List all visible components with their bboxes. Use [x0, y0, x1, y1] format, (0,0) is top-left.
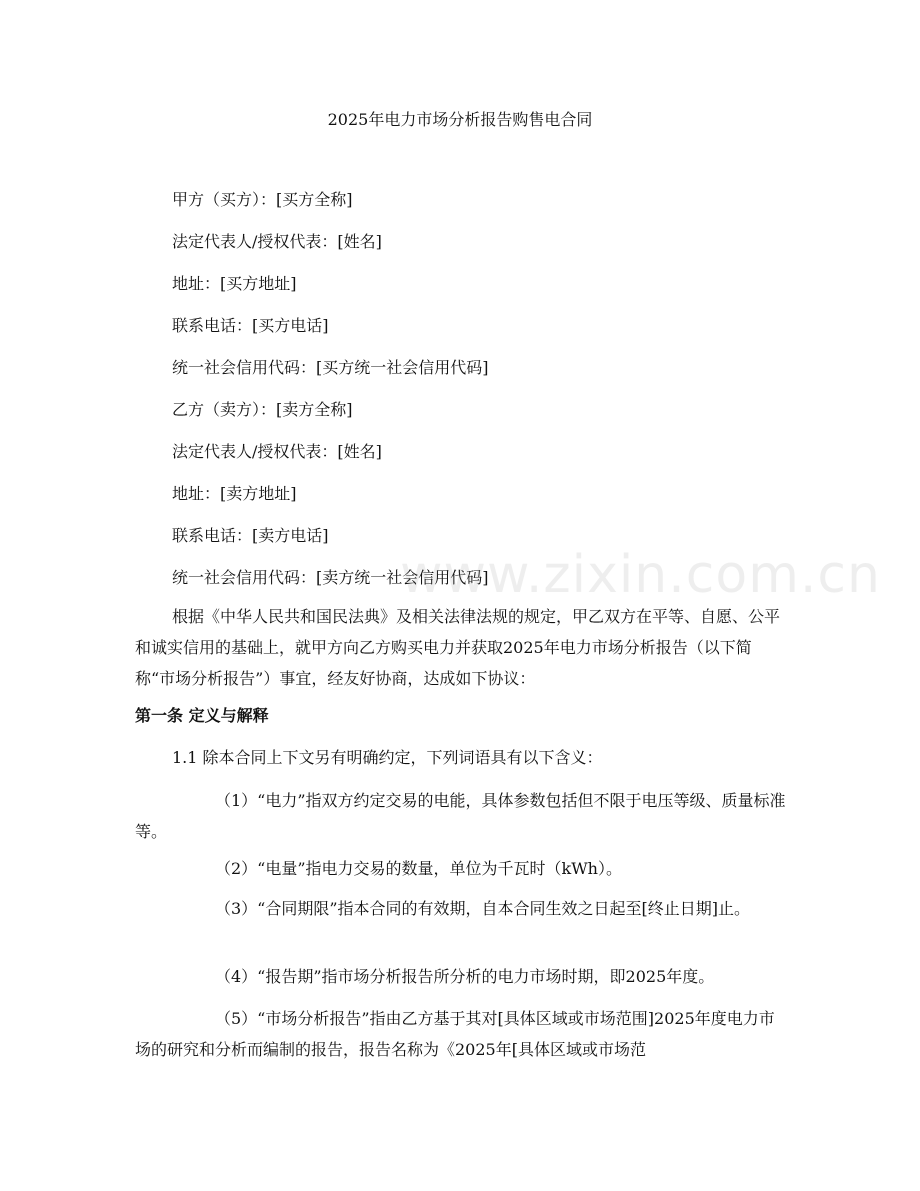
seller-representative-line: 法定代表人/授权代表：[姓名]: [172, 442, 382, 461]
seller-credit-code-line: 统一社会信用代码：[卖方统一社会信用代码]: [172, 568, 489, 587]
seller-address-line: 地址：[卖方地址]: [172, 484, 297, 503]
definition-item: （3）“合同期限”指本合同的有效期，自本合同生效之日起至[终止日期]止。: [215, 899, 751, 918]
document-title: 2025年电力市场分析报告购售电合同: [327, 110, 593, 129]
seller-phone-line: 联系电话：[卖方电话]: [172, 526, 329, 545]
seller-name-line: 乙方（卖方）：[卖方全称]: [172, 400, 353, 419]
definition-item: （4）“报告期”指市场分析报告所分析的电力市场时期，即2025年度。: [215, 967, 715, 986]
definition-item: （1）“电力”指双方约定交易的电能，具体参数包括但不限于电压等级、质量标准等。: [135, 791, 786, 841]
buyer-representative-line: 法定代表人/授权代表：[姓名]: [172, 232, 382, 251]
buyer-phone-line: 联系电话：[买方电话]: [172, 316, 329, 335]
definition-item: （2）“电量”指电力交易的数量，单位为千瓦时（kWh）。: [215, 859, 622, 878]
buyer-credit-code-line: 统一社会信用代码：[买方统一社会信用代码]: [172, 358, 489, 377]
definition-item: （5）“市场分析报告”指由乙方基于其对[具体区域或市场范围]2025年度电力市场的研究和分析而编制的报告，报告名称为《2025年[具体区域或市场范: [135, 1009, 775, 1059]
article-1-heading: 第一条 定义与解释: [135, 706, 269, 725]
preamble-paragraph: 根据《中华人民共和国民法典》及相关法律法规的规定，甲乙双方在平等、自愿、公平和诚实信用的基础上，就甲方向乙方购买电力并获取2025年电力市场分析报告（以下简称“市场分析报告”）事宜，经友好协商，达成如下协议：: [135, 607, 781, 688]
buyer-name-line: 甲方（买方）：[买方全称]: [172, 190, 353, 209]
buyer-address-line: 地址：[买方地址]: [172, 274, 297, 293]
clause-1-1: 1.1 除本合同上下文另有明确约定，下列词语具有以下含义：: [172, 748, 603, 767]
watermark: www.zixin.com.cn: [400, 545, 881, 605]
